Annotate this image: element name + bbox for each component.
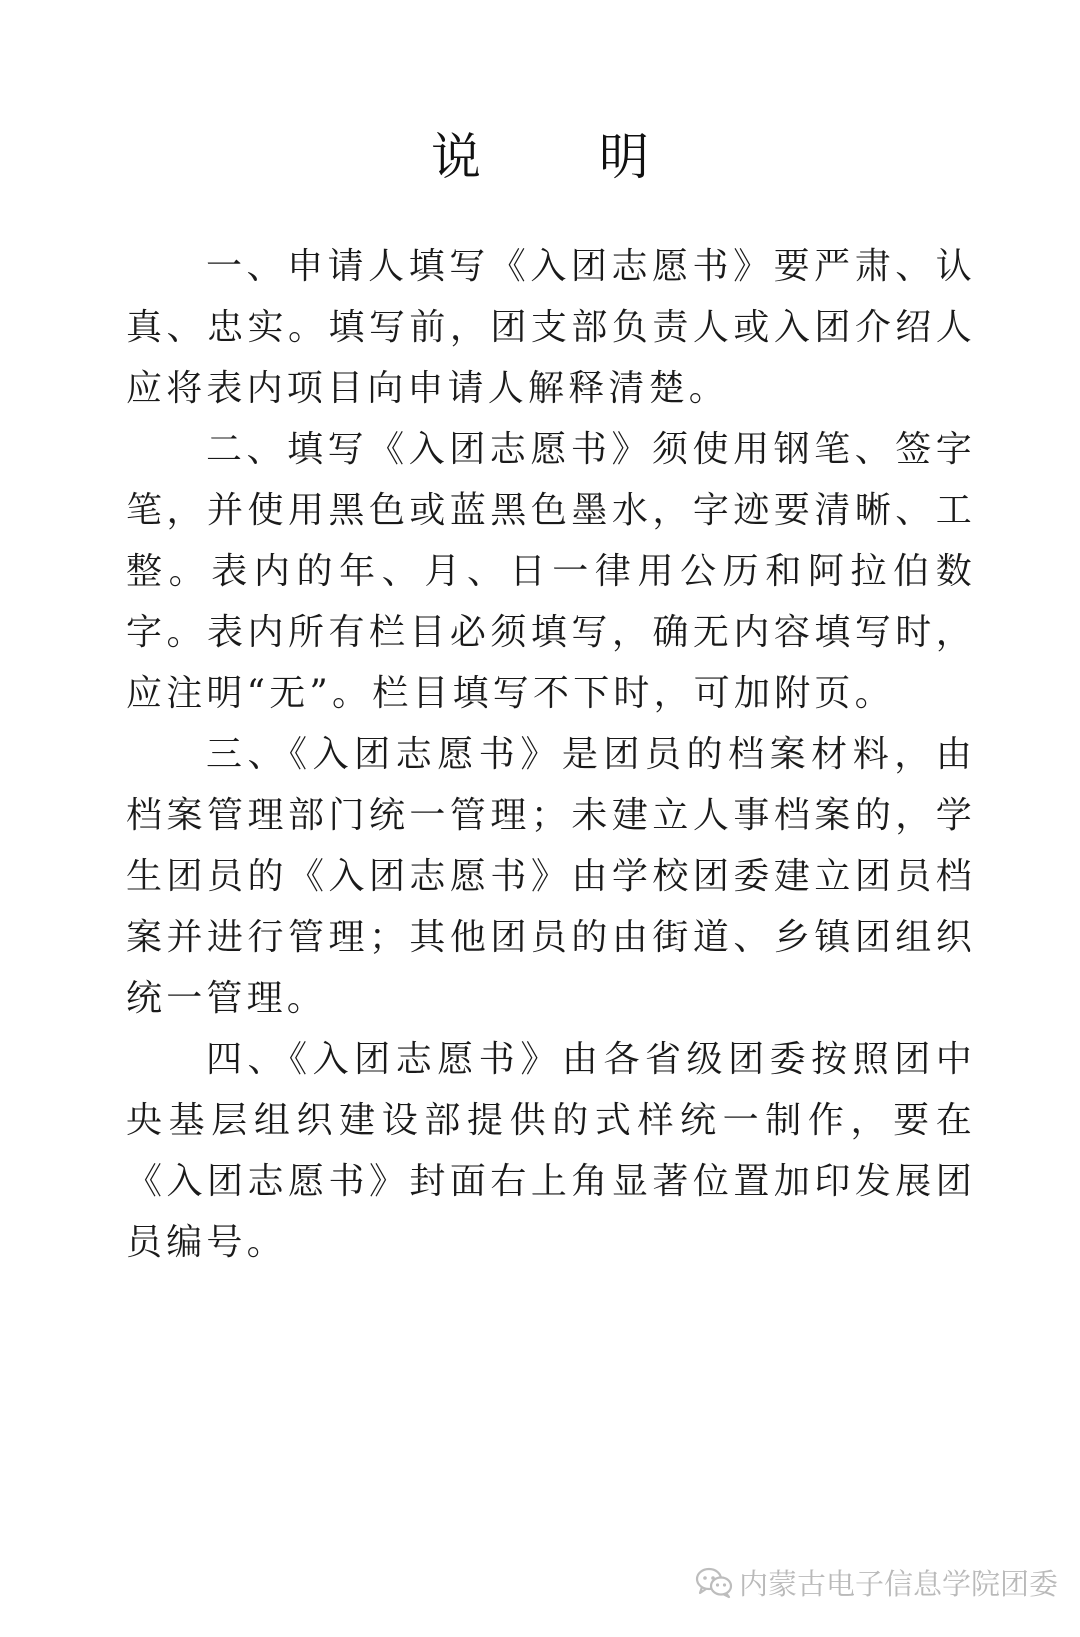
paragraph-4: 四、《入团志愿书》由各省级团委按照团中央基层组织建设部提供的式样统一制作，要在《入团志愿书》封面右上角显著位置加印发展团员编号。 — [126, 1039, 976, 1263]
watermark-text: 内蒙古电子信息学院团委 — [738, 1567, 1058, 1601]
paragraph-2: 二、填写《入团志愿书》须使用钢笔、签字笔，并使用黑色或蓝黑色墨水，字迹要清晰、工整。表内的年、月、日一律用公历和阿拉伯数字。表内所有栏目必须填写，确无内容填写时，应注明“无”。栏目填写不下时，可加附页。 — [126, 429, 976, 714]
paragraph-1: 一、申请人填写《入团志愿书》要严肃、认真、忠实。填写前，团支部负责人或入团介绍人应将表内项目向申请人解释清楚。 — [126, 246, 976, 409]
watermark — [695, 1562, 1058, 1603]
page-title: 说 明 — [431, 128, 683, 186]
wechat-icon — [695, 1567, 733, 1599]
instructions-body — [126, 236, 976, 1273]
paragraph-3: 三、《入团志愿书》是团员的档案材料，由档案管理部门统一管理；未建立人事档案的，学生团员的《入团志愿书》由学校团委建立团员档案并进行管理；其他团员的由街道、乡镇团组织统一管理。 — [126, 734, 976, 1019]
